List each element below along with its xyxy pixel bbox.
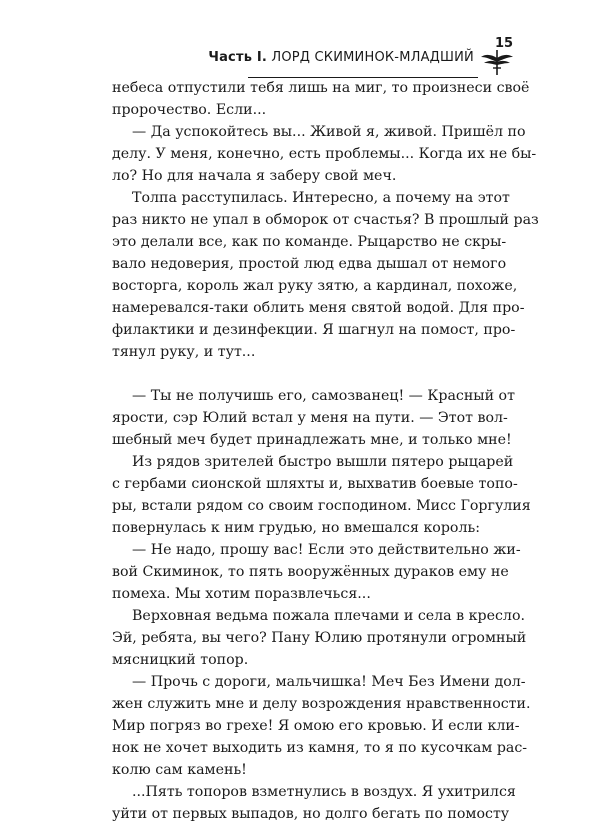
text-line: это делали все, как по команде. Рыцарство не скры- <box>112 234 507 250</box>
text-line: восторга, король жал руку зятю, а кардинал, похоже, <box>112 278 518 294</box>
text-line: — Ты не получишь его, самозванец! — Красный от <box>132 388 515 404</box>
text-line: намеревался-таки облить меня святой водой. Для про- <box>112 300 525 316</box>
text-line: уйти от первых выпадов, но долго бегать по помосту <box>112 806 510 822</box>
text-line: Мир погряз во грехе! Я омою его кровью. И если кли- <box>112 718 520 734</box>
text-line: — Не надо, прошу вас! Если это действительно жи- <box>132 542 521 558</box>
text-line: вало недоверия, простой люд едва дышал от немого <box>112 256 507 272</box>
section-break <box>112 363 488 385</box>
text-line: Верховная ведьма пожала плечами и села в кресло. <box>132 608 525 624</box>
text-line: ло? Но для начала я заберу свой меч. <box>112 168 397 184</box>
running-head <box>208 50 474 65</box>
text-line: нок не хочет выходить из камня, то я по кусочкам рас- <box>112 740 528 756</box>
text-line: Эй, ребята, вы чего? Пану Юлию протянули огромный <box>112 630 527 646</box>
text-line: раз никто не упал в обморок от счастья? В прошлый раз <box>112 212 539 228</box>
page-number: 15 <box>495 36 514 51</box>
winged-sword-ornament-icon <box>480 48 514 76</box>
text-line: вой Скиминок, то пять вооружённых дураков ему не <box>112 564 509 580</box>
text-line: делу. У меня, конечно, есть проблемы... Когда их не бы- <box>112 146 537 162</box>
text-line: ...Пять топоров взметнулись в воздух. Я ухитрился <box>132 784 516 800</box>
text-line: — Да успокойтесь вы... Живой я, живой. Пришёл по <box>132 124 526 140</box>
text-line: мясницкий топор. <box>112 652 249 668</box>
text-line: колю сам камень! <box>112 762 247 778</box>
text-line: Из рядов зрителей быстро вышли пятеро рыцарей <box>132 454 514 470</box>
text-line: жен служить мне и делу возрождения нравственности. <box>112 696 531 712</box>
text-line: ры, встали рядом со своим господином. Мисс Горгулия <box>112 498 531 514</box>
text-line: с гербами сионской шляхты и, выхватив боевые топо- <box>112 476 518 492</box>
text-line: Толпа расступилась. Интересно, а почему на этот <box>132 190 510 206</box>
text-line: ярости, сэр Юлий встал у меня на пути. — Этот вол- <box>112 410 508 426</box>
page-header <box>0 36 600 76</box>
text-line: шебный меч будет принадлежать мне, и только мне! <box>112 432 512 448</box>
text-line: филактики и дезинфекции. Я шагнул на помост, про- <box>112 322 516 338</box>
text-line: повернулась к ним грудью, но вмешался король: <box>112 520 480 536</box>
body-text <box>112 77 539 825</box>
text-line: небеса отпустили тебя лишь на миг, то произнеси своё <box>112 80 530 96</box>
text-line: — Прочь с дороги, мальчишка! Меч Без Имени дол- <box>132 674 526 690</box>
part-label: Часть I. <box>208 50 268 65</box>
chapter-title: ЛОРД СКИМИНОК-МЛАДШИЙ <box>271 50 474 65</box>
text-line: тянул руку, и тут... <box>112 344 256 360</box>
text-line: пророчество. Если... <box>112 102 267 118</box>
text-line: помеха. Мы хотим поразвлечься... <box>112 586 371 602</box>
